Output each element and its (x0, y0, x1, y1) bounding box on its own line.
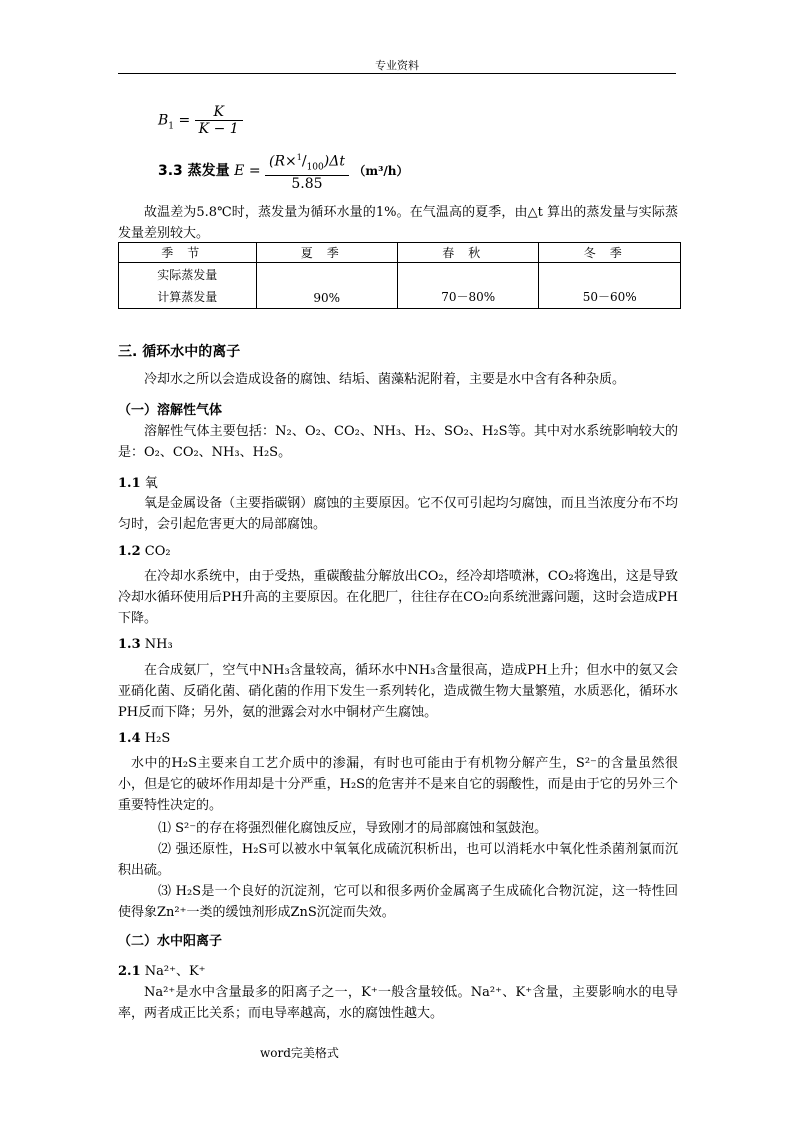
intro-paragraph: 故温差为5.8℃时，蒸发量为循环水量的1%。在气温高的夏季，由△t 算出的蒸发量与实际蒸发量差别较大。 (118, 205, 678, 241)
formula-e-num-left: (R× (269, 153, 297, 170)
paragraph-2-1: Na²⁺是水中含量最多的阳离子之一，K⁺一般含量较低。Na²⁺、K⁺含量，主要影响水的电导率，两者成正比关系；而电导率越高，水的腐蚀性越大。 (118, 985, 678, 1021)
table-label-calculated: 计算蒸发量 (157, 289, 218, 304)
table-row-labels (119, 263, 257, 309)
list-item: ⑶ H₂S是一个良好的沉淀剂，它可以和很多两价金属离子生成硫化合物沉淀，这一特性回使得象Zn²⁺一类的缓蚀剂形成ZnS沉淀而失效。 (118, 884, 678, 920)
heading-1-3-num: 1.3 (118, 637, 141, 652)
formula-e-num-right: )Δt (323, 153, 345, 170)
table-value-summer: 90% (256, 263, 397, 309)
table-header-winter: 冬季 (539, 243, 681, 263)
formula-b1-denominator: K − 1 (198, 121, 239, 137)
table-value-spring-autumn: 70－80% (397, 263, 538, 309)
table-header-spring-autumn: 春秋 (397, 243, 538, 263)
page-header: 专业资料 (375, 59, 419, 72)
paragraph-1-1: 氧是金属设备（主要指碳钢）腐蚀的主要原因。它不仅可引起均匀腐蚀，而且当浓度分布不均匀时，会引起危害更大的局部腐蚀。 (118, 496, 678, 532)
heading-1-3-name: NH₃ (144, 637, 173, 652)
paragraph-1-4: 水中的H₂S主要来自工艺介质中的渗漏，有时也可能由于有机物分解产生，S²⁻的含量虽然很小，但是它的破坏作用却是十分严重，H₂S的危害并不是来自它的弱酸性，而是由于它的另外三个重要特性决定的。 (118, 756, 678, 813)
heading-2-1-name: Na²⁺、K⁺ (144, 964, 206, 979)
formula-b1-lhs: B (158, 112, 169, 129)
heading-1-2-name: CO₂ (144, 544, 171, 559)
heading-1-2-num: 1.2 (118, 544, 141, 559)
table-header-row (119, 243, 681, 263)
table-label-actual: 实际蒸发量 (157, 267, 218, 282)
formula-b1-lhs-sub: 1 (168, 121, 175, 132)
formula-b1: $B_1$ = $\frac{K}{K - 1}$ (158, 104, 243, 137)
evaporation-table (118, 242, 681, 309)
formula-e-var: E (234, 163, 245, 180)
heading-2-1 (118, 960, 206, 979)
subsection-1-title: （一）溶解性气体 (118, 403, 223, 418)
section-3-title: 三. 循环水中的离子 (118, 344, 241, 360)
heading-2-1-num: 2.1 (118, 964, 141, 979)
heading-1-4-num: 1.4 (118, 731, 141, 746)
formula-b1-numerator: K (213, 104, 224, 120)
formula-e-inner-d: 100 (306, 162, 324, 173)
subsection-2-title: （二）水中阳离子 (118, 934, 223, 949)
table-header-summer: 夏季 (256, 243, 397, 263)
formula-b1-fraction (195, 104, 243, 137)
section-3-intro: 冷却水之所以会造成设备的腐蚀、结垢、菌藻粘泥附着，主要是水中含有各种杂质。 (144, 372, 626, 387)
formula-e-unit: （m³/h） (353, 164, 409, 179)
table-header-season: 季节 (119, 243, 257, 263)
formula-e-fraction: $\frac{(R\times^1/_{100})\Delta t}{5.85}$ (265, 150, 349, 192)
list-item: ⑵ 强还原性，H₂S可以被水中氧氧化成硫沉积析出，也可以消耗水中氧化性杀菌剂氯而沉积出硫。 (118, 842, 678, 878)
heading-1-1-name: 氧 (144, 476, 158, 491)
header-rule (118, 73, 676, 74)
heading-1-2 (118, 544, 171, 559)
subsection-1-paragraph: 溶解性气体主要包括：N₂、O₂、CO₂、NH₃、H₂、SO₂、H₂S等。其中对水系统影响较大的是：O₂、CO₂、NH₃、H₂S。 (118, 424, 678, 460)
heading-1-4 (118, 731, 170, 746)
heading-1-4-name: H₂S (144, 731, 171, 746)
paragraph-1-2: 在冷却水系统中，由于受热，重碳酸盐分解放出CO₂，经冷却塔喷淋，CO₂将逸出，这是导致冷却水循环使用后PH升高的主要原因。在化肥厂，往往存在CO₂向系统泄露问题，这时会造成PH下降。 (118, 569, 678, 626)
heading-1-1 (118, 472, 158, 491)
table-row (119, 263, 681, 309)
formula-e-label: 3.3 蒸发量 (158, 163, 230, 180)
heading-1-1-num: 1.1 (118, 476, 141, 491)
formula-e-denominator: 5.85 (291, 176, 323, 193)
formula-e-inner-n: 1 (296, 153, 302, 162)
table-value-winter: 50－60% (539, 263, 681, 309)
list-item: ⑴ S²⁻的存在将强烈催化腐蚀反应，导致刚才的局部腐蚀和氢鼓泡。 (158, 821, 548, 836)
heading-1-3 (118, 637, 173, 652)
formula-evaporation: 3.3 蒸发量 E = $\frac{(R\times^1/_{100})\Delta t}{5.85}$ （m³/h） (158, 150, 408, 192)
paragraph-1-3: 在合成氨厂，空气中NH₃含量较高，循环水中NH₃含量很高，造成PH上升；但水中的氨又会亚硝化菌、反硝化菌、硝化菌的作用下发生一系列转化，造成微生物大量繁殖，水质恶化，循环水PH反而下降；另外，氨的泄露会对水中铜材产生腐蚀。 (118, 663, 678, 720)
page-footer: word完美格式 (260, 1046, 339, 1060)
